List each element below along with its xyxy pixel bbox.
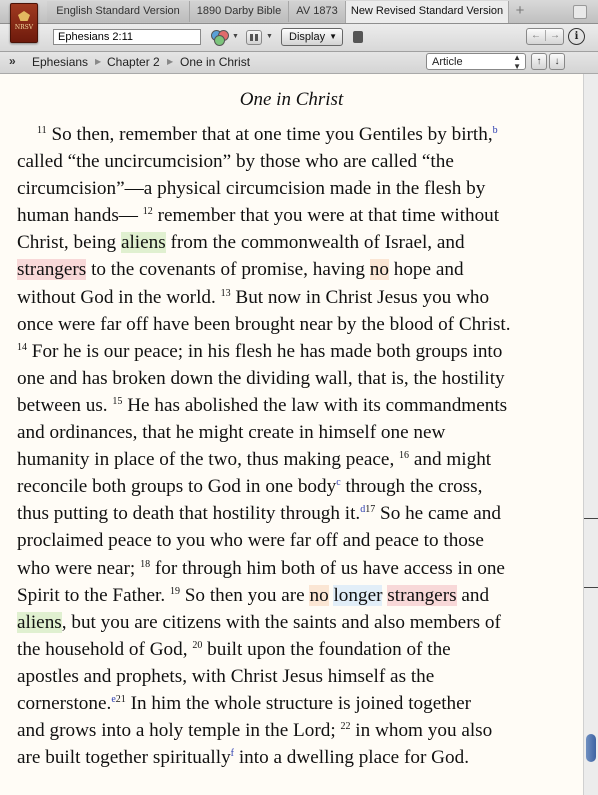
highlight-word[interactable]: aliens: [120, 232, 166, 254]
info-icon[interactable]: i: [568, 28, 585, 45]
text-line: Spirit to the Father. $^{19}$ So then you are no longer strangers and: [17, 584, 490, 606]
text-line: strangers to the covenants of promise, having no hope and: [17, 259, 464, 281]
add-tab-button[interactable]: +: [515, 2, 525, 19]
breadcrumb-book[interactable]: Ephesians: [32, 55, 89, 69]
text-line: apostles and prophets, with Christ Jesus himself as the: [17, 665, 435, 687]
verse-number[interactable]: 14: [17, 341, 27, 353]
text-line: Christ, being aliens from the commonwealth of Israel, and: [17, 232, 465, 254]
book-emblem-icon: [18, 11, 30, 21]
chevron-down-icon[interactable]: ▼: [266, 33, 273, 40]
text-line: reconcile both groups to God in one body$^c$ through the cross,: [17, 476, 483, 498]
text-line: without God in the world. $^{13}$ But now in Christ Jesus you who: [17, 286, 490, 308]
verse-number[interactable]: 21: [115, 693, 126, 705]
highlight-word[interactable]: aliens: [17, 611, 62, 633]
footnote-marker[interactable]: c: [336, 477, 341, 489]
layout-columns-button[interactable]: [246, 30, 262, 45]
previous-section-button[interactable]: ↑: [531, 53, 547, 70]
text-line: $^{14}$ For he is our peace; in his flesh he has made both groups into: [17, 340, 503, 362]
scroll-marker: [584, 587, 598, 588]
breadcrumb-separator-icon: ▶: [167, 57, 174, 66]
text-line: who were near; $^{18}$ for through him both of us have access in one: [17, 557, 505, 579]
next-section-button[interactable]: ↓: [549, 53, 565, 70]
verse-number[interactable]: 13: [220, 287, 231, 299]
text-line: proclaimed peace to you who were far off and peace to those: [17, 530, 484, 552]
reference-input[interactable]: [53, 29, 201, 45]
tab-darby[interactable]: 1890 Darby Bible: [190, 1, 289, 22]
verse-number[interactable]: 17: [365, 504, 376, 516]
verse-number[interactable]: 16: [399, 450, 410, 462]
text-line: circumcision”—a physical circumcision made in the flesh by: [17, 178, 486, 200]
scroll-thumb[interactable]: [586, 734, 596, 762]
text-line: and ordinances, that he might create in himself one new: [17, 422, 446, 444]
text-line: aliens, but you are citizens with the saints and also members of: [17, 611, 501, 633]
tab-nrsv[interactable]: New Revised Standard Version: [345, 1, 509, 23]
history-nav: [526, 28, 564, 45]
breadcrumb-chapter[interactable]: Chapter 2: [107, 55, 160, 69]
tab-esv[interactable]: English Standard Version: [47, 1, 190, 22]
footnote-marker[interactable]: f: [230, 748, 235, 760]
text-line: one and has broken down the dividing wall, that is, the hostility: [17, 367, 505, 389]
verse-number[interactable]: 11: [37, 125, 47, 136]
view-mode-value: Article: [432, 56, 463, 68]
footnote-marker[interactable]: e: [111, 693, 116, 705]
notes-icon[interactable]: [353, 31, 363, 43]
breadcrumb-toggle-icon[interactable]: »: [9, 54, 16, 68]
verse-number[interactable]: 19: [169, 585, 180, 597]
verse-number[interactable]: 15: [112, 395, 123, 407]
text-line: cornerstone.$^{e21}$ In him the whole structure is joined together: [17, 692, 472, 714]
tab-bar: [0, 0, 598, 24]
scroll-marker: [584, 518, 598, 519]
footnote-marker[interactable]: b: [492, 125, 498, 136]
verse-number[interactable]: 20: [192, 639, 203, 651]
chevron-down-icon: ▼: [329, 32, 337, 41]
highlight-word[interactable]: no: [309, 584, 329, 606]
text-line: human hands— $^{12}$ remember that you were at that time without: [17, 205, 500, 227]
text-line: and grows into a holy temple in the Lord; $^{22}$ in whom you also: [17, 720, 493, 742]
tab-av1873[interactable]: AV 1873: [289, 1, 346, 22]
view-mode-select[interactable]: [426, 53, 526, 70]
highlight-word[interactable]: strangers: [387, 584, 457, 606]
forward-button[interactable]: →: [545, 30, 564, 41]
display-button[interactable]: [281, 28, 343, 46]
breadcrumb-section[interactable]: One in Christ: [180, 55, 251, 69]
verse-number[interactable]: 18: [140, 558, 151, 570]
breadcrumb-separator-icon: ▶: [95, 57, 102, 66]
vertical-scrollbar[interactable]: [583, 74, 598, 795]
verse-number[interactable]: 22: [340, 721, 351, 733]
text-line: once were far off have been brought near by the blood of Christ.: [17, 313, 511, 335]
text-line: the household of God, $^{20}$ built upon the foundation of the: [17, 638, 451, 660]
window-resize-icon[interactable]: [573, 5, 587, 19]
footnote-marker[interactable]: d: [360, 504, 366, 516]
highlight-word[interactable]: no: [369, 259, 389, 281]
reading-pane: [0, 74, 583, 795]
resource-color-icon[interactable]: [211, 30, 229, 46]
text-line: are built together spiritually$^f$ into a dwelling place for God.: [17, 747, 469, 769]
text-line: between us. $^{15}$ He has abolished the law with its commandments: [17, 394, 508, 416]
highlight-word[interactable]: strangers: [17, 259, 87, 281]
toolbar: [0, 24, 598, 52]
select-arrows-icon: ▲ ▼: [513, 53, 521, 71]
app-logo[interactable]: NRSV: [10, 3, 38, 43]
text-line: called “the uncircumcision” by those who are called “the: [17, 151, 454, 173]
verse-number[interactable]: 12: [142, 206, 153, 218]
breadcrumb: [0, 52, 598, 74]
chevron-down-icon[interactable]: ▼: [232, 33, 239, 40]
highlight-word[interactable]: longer: [333, 584, 383, 606]
section-heading: One in Christ: [239, 89, 344, 110]
back-button[interactable]: ←: [531, 30, 541, 41]
display-button-label: Display: [289, 31, 326, 43]
text-line: thus putting to death that hostility through it.$^{d17}$ So he came and: [17, 503, 501, 525]
text-line: $^{11}$ So then, remember that at one time you Gentiles by birth,$^b$: [37, 124, 498, 145]
text-line: humanity in place of the two, thus making peace, $^{16}$ and might: [17, 449, 492, 471]
passage-text: [17, 121, 577, 771]
